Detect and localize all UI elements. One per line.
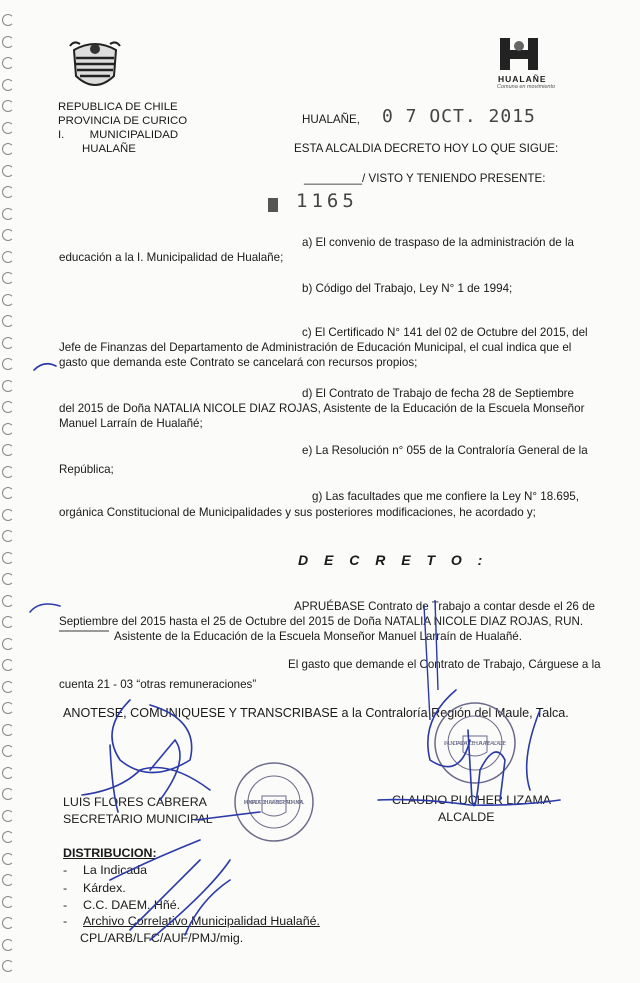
binder-ring (2, 745, 14, 757)
binder-ring (2, 552, 14, 564)
visto-b-line1: b) Código del Trabajo, Ley N° 1 de 1994; (302, 282, 513, 295)
binder-ring (2, 724, 14, 736)
binder-ring (2, 444, 14, 456)
binder-ring (2, 595, 14, 607)
visto-a-line2: educación a la I. Municipalidad de Hualañe; (59, 251, 284, 264)
org-line-3: I. MUNICIPALIDAD (58, 129, 179, 141)
binder-ring (2, 14, 14, 26)
left-signer-name: LUIS FLORES CABRERA (63, 795, 207, 809)
seal-left-caption: I. MUNICIPALIDAD DE HUALAÑE · SECRETARIO MUNICIPAL (243, 800, 305, 806)
right-signer-name: CLAUDIO PUCHER LIZAMA (392, 793, 552, 807)
binder-ring (2, 853, 14, 865)
binder-ring (2, 917, 14, 929)
binder-ring (2, 810, 14, 822)
seal-right-caption: I. MUNICIPALIDAD DE HUALAÑE · ALCALDE (444, 741, 506, 747)
decreto-p2-line1: El gasto que demande el Contrato de Trabajo, Cárguese a la (288, 658, 601, 671)
distribucion-item: - La Indicada (63, 863, 148, 877)
binder-ring (2, 208, 14, 220)
binder-ring (2, 79, 14, 91)
distribucion-initials: CPL/ARB/LFC/AUF/PMJ/mig. (80, 931, 244, 945)
binder-ring (2, 466, 14, 478)
decreto-p1-line1: APRUÉBASE Contrato de Trabajo a contar desde el 26 de (294, 600, 595, 613)
right-signer-title: ALCALDE (438, 810, 495, 824)
binder-ring (2, 57, 14, 69)
binder-ring (2, 122, 14, 134)
binder-ring (2, 616, 14, 628)
hualane-logo-icon (496, 36, 544, 74)
redaction-mark (59, 630, 109, 632)
binder-ring (2, 767, 14, 779)
binder-ring (2, 272, 14, 284)
visto-d-line3: Manuel Larraín de Hualañé; (59, 417, 203, 430)
visto-g-line2: orgánica Constitucional de Municipalidades y sus posteriores modificaciones, he acordado y; (59, 506, 536, 519)
binder-ring (2, 509, 14, 521)
visto-d-line1: d) El Contrato de Trabajo de fecha 28 de Septiembre (302, 387, 574, 400)
binder-ring (2, 229, 14, 241)
alcaldia-line: ESTA ALCALDIA DECRETO HOY LO QUE SIGUE: (294, 142, 559, 155)
visto-c-line2: Jefe de Finanzas del Departamento de Administración de Educación Municipal, el cual indica que el (59, 341, 572, 354)
decreto-p1-line3: Asistente de la Educación de la Escuela Monseñor Manuel Larraín de Hualañé. (114, 630, 522, 643)
left-signer-title: SECRETARIO MUNICIPAL (63, 812, 213, 826)
seal-secretario-icon (232, 760, 316, 844)
binder-ring (2, 358, 14, 370)
binder-ring (2, 100, 14, 112)
logo-name: HUALAÑE (498, 74, 547, 84)
decreto-p2-line2: cuenta 21 - 03 “otras remuneraciones” (59, 678, 257, 691)
binder-ring (2, 896, 14, 908)
binder-ring (2, 165, 14, 177)
binder-ring (2, 874, 14, 886)
place-label: HUALAÑE, (302, 113, 360, 126)
binder-ring (2, 638, 14, 650)
binder-ring (2, 939, 14, 951)
logo-tagline: Comuna en movimiento (497, 84, 556, 90)
binder-ring (2, 380, 14, 392)
binder-ring (2, 294, 14, 306)
distribucion-item: - Archivo Correlativo Municipalidad Hualañé. (63, 914, 320, 928)
visto-d-line2: del 2015 de Doña NATALIA NICOLE DIAZ ROJAS, Asistente de la Educación de la Escuela Monseñor (59, 402, 585, 415)
visto-line: _________/ VISTO Y TENIENDO PRESENTE: (304, 172, 546, 185)
binder-ring (2, 251, 14, 263)
binder-ring (2, 788, 14, 800)
signature-left (63, 794, 213, 828)
binder-ring (2, 186, 14, 198)
distribucion-title: DISTRIBUCION: (63, 846, 157, 860)
visto-c-line3: gasto que demanda este Contrato se cancelará con recursos propios; (59, 356, 418, 369)
distribucion-item: - C.C. DAEM. Hñé. (63, 898, 181, 912)
binder-ring (2, 530, 14, 542)
decree-number: 1165 (296, 190, 358, 212)
distribucion-item: - Kárdex. (63, 881, 126, 895)
stamp-mark (268, 198, 278, 212)
binder-ring (2, 831, 14, 843)
binder-ring (2, 337, 14, 349)
municipal-crest-icon (66, 36, 124, 94)
binder-ring (2, 702, 14, 714)
visto-g-line1: g) Las facultades que me confiere la Ley N° 18.695, (312, 490, 579, 503)
binder-ring (2, 573, 14, 585)
binder-ring (2, 960, 14, 972)
visto-a-line1: a) El convenio de traspaso de la administración de la (302, 236, 574, 249)
decreto-p1-line2: Septiembre del 2015 hasta el 25 de Octubre del 2015 de Doña NATALIA NICOLE DIAZ ROJAS, RUN. (59, 615, 584, 628)
decreto-title: D E C R E T O : (298, 552, 489, 568)
decreto-p3: ANOTESE, COMUNIQUESE Y TRANSCRIBASE a la Contraloría Región del Maule, Talca. (63, 706, 569, 720)
visto-c-line1: c) El Certificado N° 141 del 02 de Octubre del 2015, del (302, 326, 588, 339)
binder-ring (2, 401, 14, 413)
seal-alcalde-icon (432, 700, 518, 786)
binder-ring (2, 487, 14, 499)
date-stamp: 0 7 OCT. 2015 (382, 106, 536, 127)
org-line-1: REPUBLICA DE CHILE (58, 101, 178, 113)
binder-ring (2, 143, 14, 155)
binder-ring (2, 423, 14, 435)
header-organization (58, 100, 187, 156)
visto-e-line2: República; (59, 463, 114, 476)
org-line-2: PROVINCIA DE CURICO (58, 115, 188, 127)
signature-right (392, 792, 551, 826)
binder-ring (2, 315, 14, 327)
binder-ring (2, 36, 14, 48)
binder-ring (2, 659, 14, 671)
visto-e-line1: e) La Resolución n° 055 de la Contraloría General de la (302, 444, 588, 457)
binder-ring (2, 681, 14, 693)
org-line-4: HUALAÑE (82, 143, 136, 155)
